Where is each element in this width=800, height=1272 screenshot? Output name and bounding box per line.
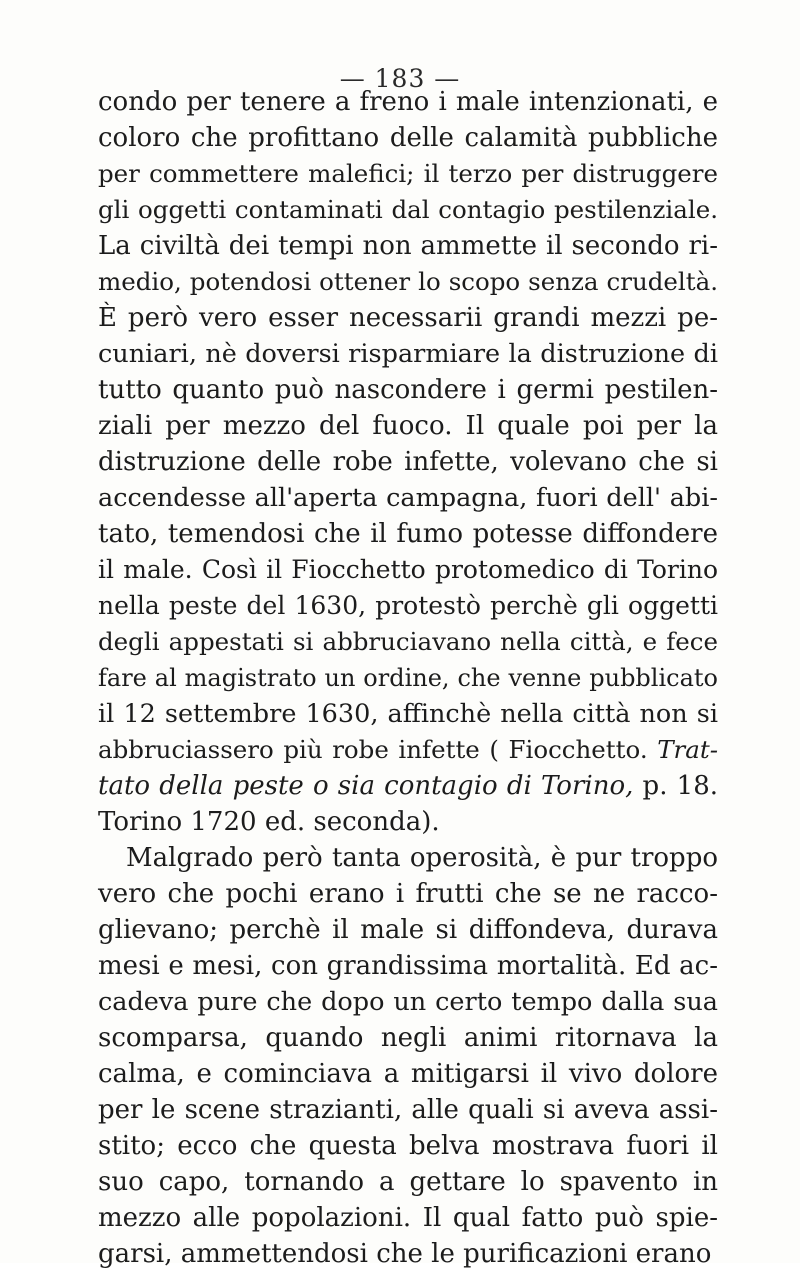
text-line-13: tato, temendosi che il fumo potesse diffondere: [98, 519, 718, 549]
text-line-12: accendesse all'aperta campagna, fuori dell' abi-: [98, 483, 718, 513]
text-line-20: [98, 768, 718, 804]
text-line-17: fare al magistrato un ordine, che venne pubblicato: [98, 664, 718, 692]
text-line-19-roman: abbruciassero più robe infette ( Fiocchetto.: [98, 735, 648, 764]
text-line-10: ziali per mezzo del fuoco. Il quale poi per la: [98, 411, 718, 441]
text-line-4: gli oggetti contaminati dal contagio pestilenziale.: [98, 195, 718, 224]
text-line-23: vero che pochi erano i frutti che se ne racco-: [98, 879, 718, 909]
text-line-2: coloro che profittano delle calamità pubbliche: [98, 123, 718, 153]
text-line-24: glievano; perchè il male si diffondeva, durava: [98, 915, 718, 945]
text-line-32: mezzo alle popolazioni. Il qual fatto può spie-: [98, 1203, 718, 1233]
page-number: — 183 —: [339, 64, 461, 93]
text-line-29: per le scene strazianti, alle quali si aveva assi-: [98, 1095, 718, 1125]
text-line-3: per commettere malefici; il terzo per distruggere: [98, 159, 718, 188]
text-line-28: calma, e cominciava a mitigarsi il vivo dolore: [98, 1059, 718, 1089]
text-line-26: cadeva pure che dopo un certo tempo dalla sua: [98, 987, 718, 1017]
citation-page: p. 18.: [633, 771, 718, 801]
text-line-21: Torino 1720 ed. seconda).: [98, 807, 440, 837]
citation-title: tato della peste o sia contagio di Torino,: [98, 771, 634, 801]
text-line-18: il 12 settembre 1630, affinchè nella città non si: [98, 699, 718, 729]
text-line-22: Malgrado però tanta operosità, è pur troppo: [126, 843, 718, 873]
text-line-14: il male. Così il Fiocchetto protomedico di Torino: [98, 555, 718, 584]
text-line-1: condo per tenere a freno i male intenzionati, e: [98, 87, 718, 117]
text-line-5: La civiltà dei tempi non ammette il secondo ri-: [98, 231, 718, 261]
text-line-27: scomparsa, quando negli animi ritornava la: [98, 1023, 718, 1053]
text-line-11: distruzione delle robe infette, volevano che si: [98, 447, 718, 477]
text-line-30: stito; ecco che questa belva mostrava fuori il: [98, 1131, 718, 1161]
text-line-25: mesi e mesi, con grandissima mortalità. Ed ac-: [98, 951, 718, 981]
text-line-31: suo capo, tornando a gettare lo spavento in: [98, 1167, 718, 1197]
citation-title-start: Trat-: [657, 735, 718, 764]
body-text: [98, 84, 718, 1272]
text-line-16: degli appestati si abbruciavano nella città, e fece: [98, 627, 718, 656]
text-line-7: È però vero esser necessarii grandi mezzi pe-: [98, 303, 718, 333]
text-line-19: [98, 732, 718, 768]
text-line-9: tutto quanto può nascondere i germi pestilen-: [98, 375, 718, 405]
text-line-33: garsi, ammettendosi che le purificazioni erano: [98, 1239, 712, 1269]
text-line-15: nella peste del 1630, protestò perchè gli oggetti: [98, 591, 718, 620]
text-line-6: medio, potendosi ottener lo scopo senza crudeltà.: [98, 267, 718, 296]
text-line-8: cuniari, nè doversi risparmiare la distruzione di: [98, 339, 718, 369]
